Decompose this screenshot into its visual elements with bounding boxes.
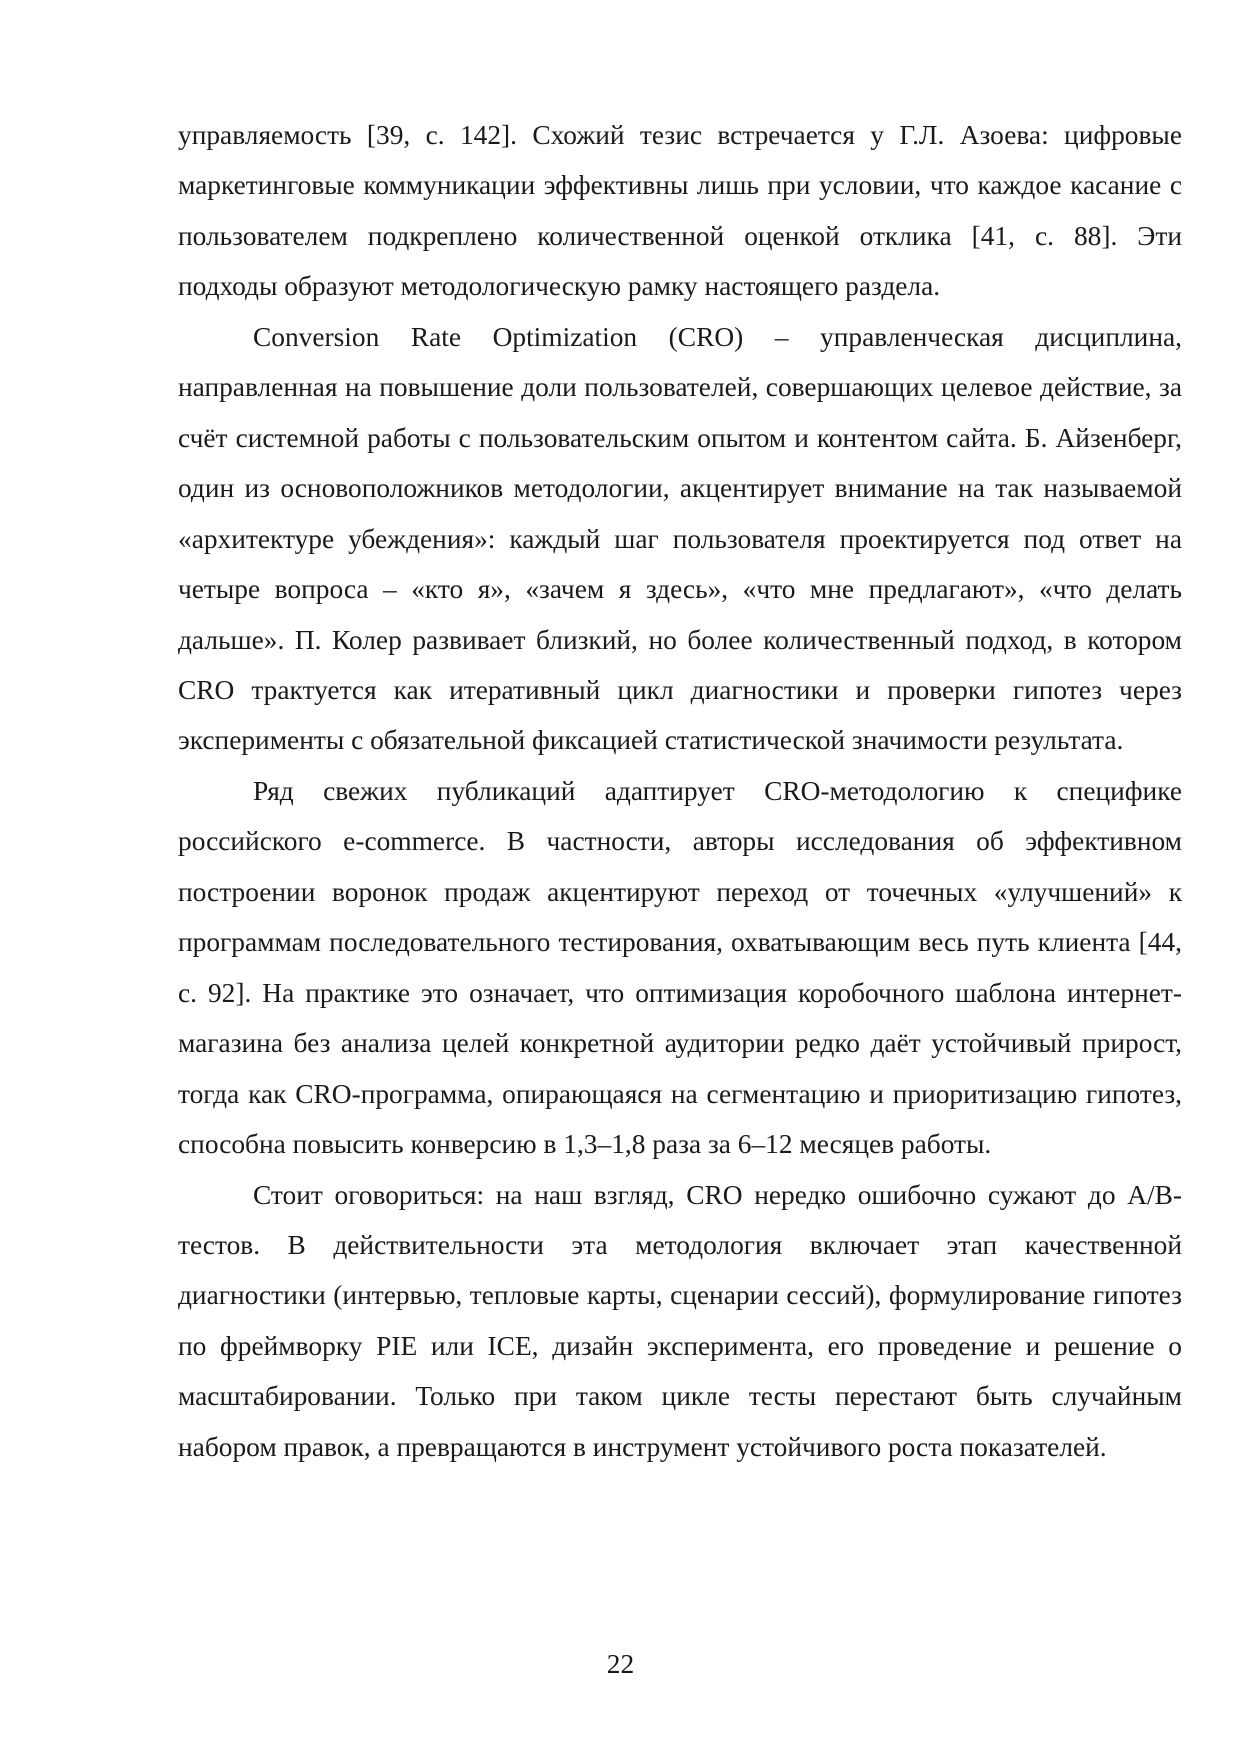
paragraph-continuation: управляемость [39, с. 142]. Схожий тезис встречается у Г.Л. Азоева: цифровые маркетинговые коммуникации эффективны лишь при условии, что каждое касание с пользователем подкреплено количественной оценкой отклика [41, с. 88]. Эти подходы образуют методологическую рамку настоящего раздела. (178, 120, 1182, 302)
body-text (178, 110, 1182, 1472)
paragraph-russian-ecommerce: Ряд свежих публикаций адаптирует CRO-методологию к специфике российского e-commerce. В частности, авторы исследования об эффективном построении воронок продаж акцентируют переход от точечных «улучшений» к программам последовательного тестирования, охватывающим весь путь клиента [44, с. 92]. На практике это означает, что оптимизация коробочного шаблона интернет-магазина без анализа целей конкретной аудитории редко даёт устойчивый прирост, тогда как CRO-программа, опирающаяся на сегментацию и приоритизацию гипотез, способна повысить конверсию в 1,3–1,8 раза за 6–12 месяцев работы. (178, 775, 1182, 1160)
paragraph-cro-not-ab-tests: Стоит оговориться: на наш взгляд, CRO нередко ошибочно сужают до A/B-тестов. В действительности эта методология включает этап качественной диагностики (интервью, тепловые карты, сценарии сессий), формулирование гипотез по фреймворку PIE или ICE, дизайн эксперимента, его проведение и решение о масштабировании. Только при таком цикле тесты перестают быть случайным набором правок, а превращаются в инструмент устойчивого роста показателей. (178, 1179, 1182, 1462)
page-number: 22 (606, 1649, 635, 1679)
paragraph-cro-definition: Conversion Rate Optimization (CRO) – управленческая дисциплина, направленная на повышение доли пользователей, совершающих целевое действие, за счёт системной работы с пользовательским опытом и контентом сайта. Б. Айзенберг, один из основоположников методологии, акцентирует внимание на так называемой «архитектуре убеждения»: каждый шаг пользователя проектируется под ответ на четыре вопроса – «кто я», «зачем я здесь», «что мне предлагают», «что делать дальше». П. Колер развивает близкий, но более количественный подход, в котором CRO трактуется как итеративный цикл диагностики и проверки гипотез через эксперименты с обязательной фиксацией статистической значимости результата. (178, 321, 1182, 756)
